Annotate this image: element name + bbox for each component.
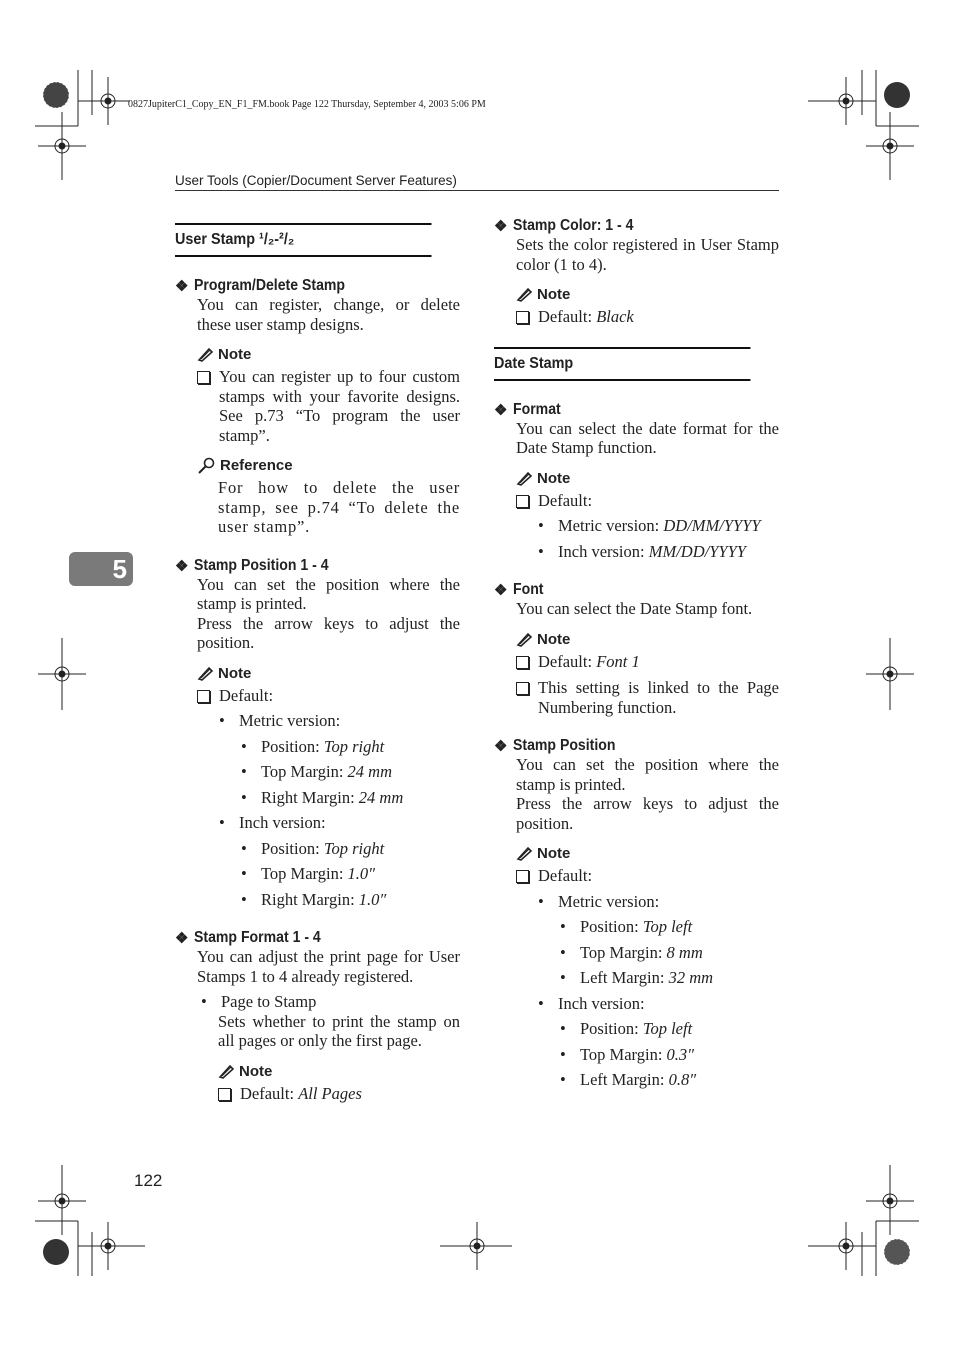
item-program-delete-stamp: ❖ Program/Delete Stamp [175, 277, 346, 295]
checkbox-icon [197, 690, 210, 703]
note-item: This setting is linked to the Page Numbering function. [516, 678, 779, 717]
list-item: • Top Margin: 8 mm [560, 942, 703, 962]
note-item: You can register up to four custom stamps with your favorite designs. See p.73 “To program the user stamp”. [197, 367, 460, 445]
list-item: • Top Margin: 0.3″ [560, 1044, 695, 1064]
pencil-icon [516, 632, 533, 647]
running-header: User Tools (Copier/Document Server Features) [175, 173, 779, 191]
list-item: • Metric version: [219, 711, 341, 730]
checkbox-icon [197, 371, 210, 384]
note-heading: Note [516, 631, 779, 648]
item-format: ❖ Format [494, 400, 562, 419]
list-item: • Position: Top left [560, 917, 693, 936]
checkbox-icon [516, 311, 529, 324]
magnifier-icon [197, 457, 216, 474]
pencil-icon [516, 471, 533, 486]
checkbox-icon [516, 870, 529, 883]
font-body: You can select the Date Stamp font. [516, 599, 753, 618]
list-item: • Right Margin: 1.0″ [241, 889, 387, 909]
pencil-icon [218, 1064, 235, 1079]
diamond-icon: ❖ [175, 930, 189, 947]
section-title-user-stamp: User Stamp ¹/₂-²/₂ [175, 223, 432, 257]
list-item: • Metric version: [538, 891, 660, 911]
note-heading: Note [516, 845, 779, 862]
note-item: Default: Font 1 [516, 652, 779, 672]
note-heading: Note [197, 346, 460, 363]
note-item: Default: [197, 686, 460, 706]
format-body: You can adjust the print page for User Stamps 1 to 4 already registered. [197, 947, 460, 986]
chapter-tab: 5 [69, 552, 133, 586]
pencil-icon [197, 666, 214, 681]
list-item: • Position: Top left [560, 1019, 693, 1038]
note-item: Default: All Pages [218, 1084, 460, 1104]
note-item: Default: Black [516, 307, 779, 327]
position-body-2: Press the arrow keys to adjust the position. [516, 794, 779, 833]
position-body-1: You can set the position where the stamp is printed. [516, 755, 779, 794]
note-heading: Note [197, 665, 460, 682]
format-bullet-body: Sets whether to print the stamp on all pages or only the first page. [218, 1011, 460, 1050]
diamond-icon: ❖ [494, 401, 508, 419]
note-item: Default: [516, 866, 779, 886]
checkbox-icon [218, 1088, 231, 1101]
diamond-icon: ❖ [494, 218, 508, 235]
checkbox-icon [516, 495, 529, 508]
position-body-1: You can set the position where the stamp is printed. [197, 574, 460, 613]
list-item: • Inch version: [219, 813, 326, 832]
list-item: • Right Margin: 24 mm [241, 787, 404, 807]
list-item: • Position: Top right [241, 736, 385, 756]
list-item: • Left Margin: 32 mm [560, 968, 714, 987]
diamond-icon: ❖ [175, 557, 189, 575]
list-item: • Left Margin: 0.8″ [560, 1070, 697, 1089]
item-stamp-position: ❖ Stamp Position [494, 737, 616, 755]
section-title-date-stamp: Date Stamp [494, 347, 751, 381]
right-column [494, 217, 779, 1090]
item-stamp-position: ❖ Stamp Position 1 - 4 [175, 556, 330, 575]
pencil-icon [516, 287, 533, 302]
item-font: ❖ Font [494, 581, 544, 599]
list-item: • Top Margin: 1.0″ [241, 864, 376, 883]
left-column [175, 223, 460, 1103]
page-number: 122 [134, 1171, 163, 1190]
checkbox-icon [516, 656, 529, 669]
list-item: • Position: Top right [241, 838, 385, 858]
file-meta-line: 0827JupiterC1_Copy_EN_F1_FM.book Page 122 Thursday, September 4, 2003 5:06 PM [128, 99, 486, 110]
diamond-icon: ❖ [494, 582, 508, 599]
list-item: • Page to Stamp [201, 992, 317, 1011]
note-heading: Note [218, 1063, 460, 1080]
reference-body: For how to delete the user stamp, see p.74 “To delete the user stamp”. [218, 478, 460, 536]
diamond-icon: ❖ [494, 738, 508, 755]
item-stamp-format: ❖ Stamp Format 1 - 4 [175, 929, 322, 947]
color-body: Sets the color registered in User Stamp color (1 to 4). [516, 235, 779, 274]
note-heading: Note [516, 470, 779, 487]
reference-heading: Reference [197, 457, 460, 474]
list-item: • Inch version: [538, 993, 645, 1013]
list-item: • Metric version: DD/MM/YYYY [538, 516, 761, 535]
note-item: Default: [516, 491, 779, 511]
checkbox-icon [516, 682, 529, 695]
position-body-2: Press the arrow keys to adjust the position. [197, 613, 460, 652]
note-heading: Note [516, 286, 779, 303]
program-body: You can register, change, or delete these user stamp designs. [197, 295, 460, 334]
format-body: You can select the date format for the Date Stamp function. [516, 418, 779, 457]
item-stamp-color: ❖ Stamp Color: 1 - 4 [494, 217, 634, 235]
diamond-icon: ❖ [175, 278, 189, 295]
list-item: • Top Margin: 24 mm [241, 762, 393, 781]
pencil-icon [197, 347, 214, 362]
list-item: • Inch version: MM/DD/YYYY [538, 541, 746, 561]
pencil-icon [516, 846, 533, 861]
